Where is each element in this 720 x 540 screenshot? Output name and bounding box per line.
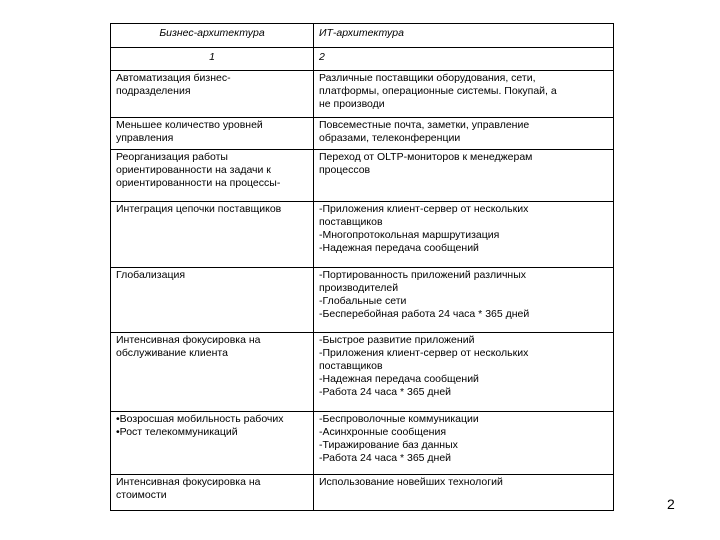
header-business: Бизнес-архитектура (111, 24, 314, 48)
it-cell: -Беспроволочные коммуникации -Асинхронные сообщения -Тиражирование баз данных -Работа 24 часа * 365 дней (314, 412, 614, 475)
business-cell: Интенсивная фокусировка на стоимости (111, 475, 314, 511)
business-cell: Меньшее количество уровней управления (111, 118, 314, 150)
table-row (111, 150, 614, 202)
column-number-2: 2 (314, 48, 614, 71)
column-number-1: 1 (111, 48, 314, 71)
it-cell: Использование новейших технологий (314, 475, 614, 511)
it-cell: Различные поставщики оборудования, сети, платформы, операционные системы. Покупай, а не производи (314, 71, 614, 118)
table-row (111, 412, 614, 475)
business-cell: Реорганизация работы ориентированности на задачи к ориентированности на процессы- (111, 150, 314, 202)
business-cell: Интенсивная фокусировка на обслуживание клиента (111, 333, 314, 412)
table-row (111, 118, 614, 150)
business-cell: Автоматизация бизнес- подразделения (111, 71, 314, 118)
header-it: ИТ-архитектура (314, 24, 614, 48)
it-cell: -Приложения клиент-сервер от нескольких поставщиков -Многопротокольная маршрутизация -Надежная передача сообщений (314, 202, 614, 268)
page-number: 2 (667, 496, 675, 512)
number-row (111, 48, 614, 71)
table-row (111, 202, 614, 268)
business-cell: •Возросшая мобильность рабочих •Рост телекоммуникаций (111, 412, 314, 475)
business-cell: Глобализация (111, 268, 314, 333)
it-cell: -Быстрое развитие приложений -Приложения клиент-сервер от нескольких поставщиков -Надежная передача сообщений -Работа 24 часа * 365 дней (314, 333, 614, 412)
it-cell: Повсеместные почта, заметки, управление образами, телеконференции (314, 118, 614, 150)
table-row (111, 333, 614, 412)
it-cell: Переход от OLTP-мониторов к менеджерам процессов (314, 150, 614, 202)
business-cell: Интеграция цепочки поставщиков (111, 202, 314, 268)
table-row (111, 71, 614, 118)
table-row (111, 268, 614, 333)
architecture-table (110, 23, 614, 511)
table-row (111, 475, 614, 511)
it-cell: -Портированность приложений различных производителей -Глобальные сети -Бесперебойная работа 24 часа * 365 дней (314, 268, 614, 333)
header-row (111, 24, 614, 48)
